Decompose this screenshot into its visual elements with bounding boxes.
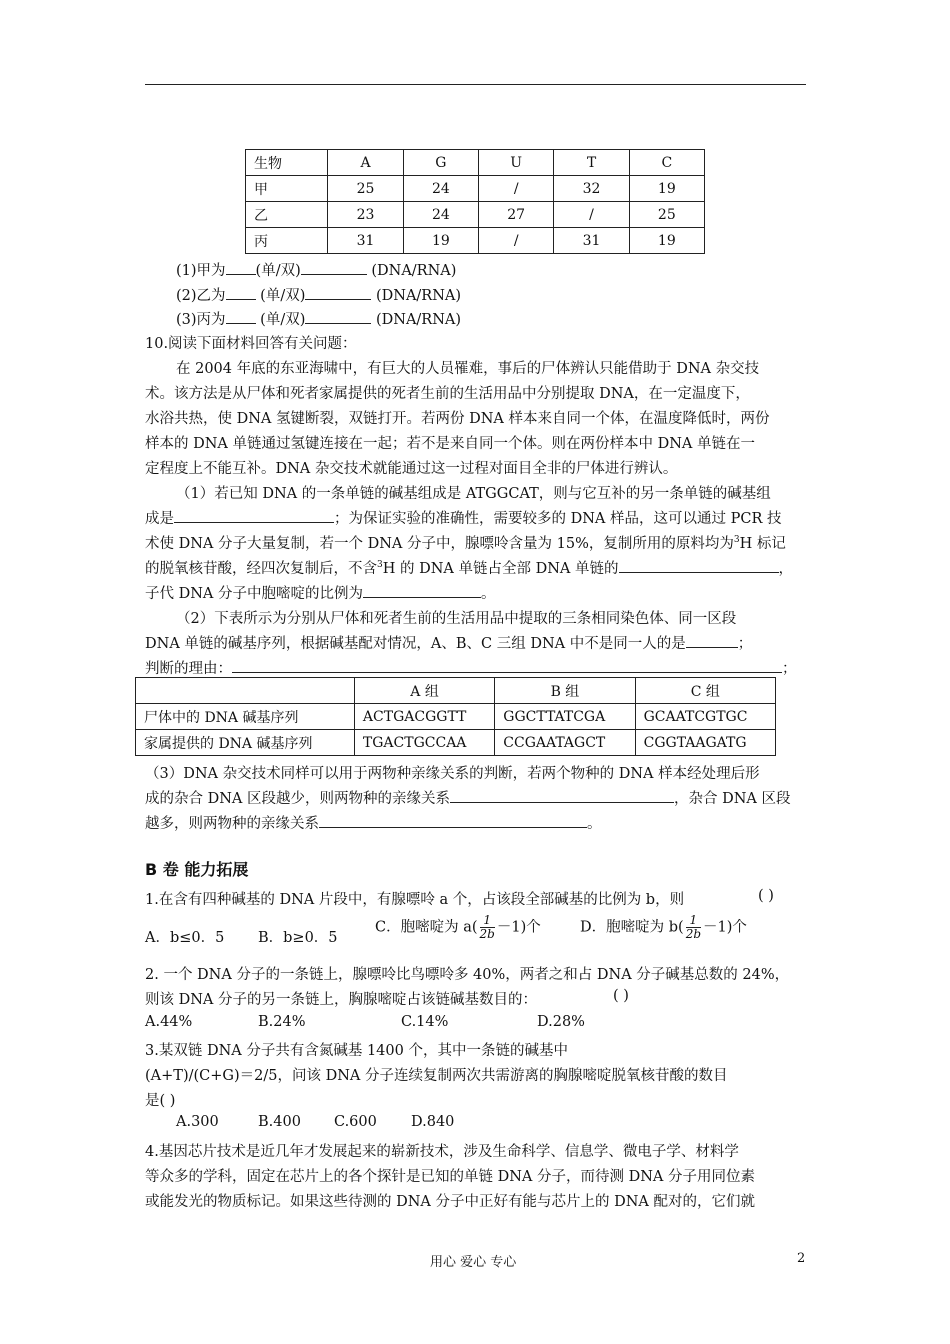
table-cell: GCAATCGTGC <box>635 704 775 730</box>
b3-option: D.840 <box>411 1114 455 1130</box>
answer-paren: ( ) <box>758 888 774 904</box>
answer-blank[interactable] <box>619 558 779 573</box>
table-cell: 31 <box>554 228 629 254</box>
b4-line: 4.基因芯片技术是近几年才发展起来的崭新技术，涉及生命科学、信息学、微电子学、材料学 <box>145 1144 739 1160</box>
b1-stem: 1.在含有四种碱基的 DNA 片段中，有腺嘌呤 a 个，占该段全部碱基的比例为 b，则 <box>145 892 685 908</box>
b1-option-a: A．b≤0．5 <box>145 930 225 946</box>
answer-blank[interactable] <box>301 260 367 275</box>
answer-blank[interactable] <box>226 309 256 324</box>
answer-blank[interactable] <box>319 813 587 828</box>
q10-sub2-line: 判断的理由： ； <box>145 657 797 678</box>
b2-option: B.24% <box>258 1014 306 1030</box>
q10-sub2-line: DNA 单链的碱基序列，根据碱基配对情况，A、B、C 三组 DNA 中不是同一人的是 ； <box>145 632 752 653</box>
paragraph-line: 样本的 DNA 单链通过氢键连接在一起；若不是来自同一个体。则在两份样本中 DNA 单链在一 <box>145 436 756 452</box>
answer-blank[interactable] <box>363 583 481 598</box>
q10-sub3-line: 成的杂合 DNA 区段越少，则两物种的亲缘关系 ，杂合 DNA 区段 <box>145 787 791 808</box>
table-cell: 19 <box>629 176 704 202</box>
base-composition-table <box>245 149 705 254</box>
table-cell: 32 <box>554 176 629 202</box>
table-cell: 尸体中的 DNA 碱基序列 <box>136 704 355 730</box>
answer-paren: ( ) <box>613 988 629 1004</box>
table-cell: CCGAATAGCT <box>495 730 635 756</box>
paragraph-line: 在 2004 年底的东亚海啸中，有巨大的人员罹难，事后的尸体辨认只能借助于 DNA 杂交技 <box>176 361 760 377</box>
table-cell: U <box>479 150 554 176</box>
table-cell: GGCTTATCGA <box>495 704 635 730</box>
footer-motto: 用心 爱心 专心 <box>430 1255 517 1270</box>
b3-line: 是( ) <box>145 1093 176 1109</box>
q10-sub1-line: 成是 ；为保证实验的准确性，需要较多的 DNA 样品，这可以通过 PCR 技 <box>145 507 782 528</box>
table-cell: / <box>554 202 629 228</box>
fraction: $\frac{1}{2b}$ <box>685 913 702 941</box>
table-cell <box>136 678 355 704</box>
b4-line: 等众多的学科，固定在芯片上的各个探针是已知的单链 DNA 分子，而待测 DNA 分子用同位素 <box>145 1169 756 1185</box>
b3-line: 3.某双链 DNA 分子共有含氮碱基 1400 个，其中一条链的碱基中 <box>145 1043 568 1059</box>
q9-line-1: (1)甲为 (单/双) (DNA/RNA) <box>176 259 456 280</box>
header-rule <box>145 84 806 85</box>
answer-blank[interactable] <box>232 658 782 673</box>
table-row <box>246 202 705 228</box>
b3-option: B.400 <box>258 1114 301 1130</box>
table-row <box>246 228 705 254</box>
table-cell: B 组 <box>495 678 635 704</box>
table-cell: G <box>403 150 478 176</box>
table-cell: A 组 <box>354 678 494 704</box>
b1-option-c: C．胞嘧啶为 a( $\frac{1}{2b}$ －1)个 <box>375 913 541 941</box>
paragraph-line: 术。该方法是从尸体和死者家属提供的死者生前的生活用品中分别提取 DNA，在一定温度下， <box>145 386 750 402</box>
table-cell: CGGTAAGATG <box>635 730 775 756</box>
b2-option: D.28% <box>537 1014 585 1030</box>
table-cell: 甲 <box>246 176 328 202</box>
table-cell: C 组 <box>635 678 775 704</box>
table-cell: 27 <box>479 202 554 228</box>
b2-option: C.14% <box>401 1014 449 1030</box>
table-cell: 24 <box>403 176 478 202</box>
answer-blank[interactable] <box>305 309 371 324</box>
table-cell: 19 <box>403 228 478 254</box>
table-cell: 家属提供的 DNA 碱基序列 <box>136 730 355 756</box>
table-cell: 23 <box>328 202 403 228</box>
table-cell: 丙 <box>246 228 328 254</box>
table-cell: 19 <box>629 228 704 254</box>
table-cell: 24 <box>403 202 478 228</box>
b3-option: A.300 <box>176 1114 219 1130</box>
table-cell: TGACTGCCAA <box>354 730 494 756</box>
q10-sub3-line: 越多，则两物种的亲缘关系 。 <box>145 812 602 833</box>
q9-line-2: (2)乙为 (单/双) (DNA/RNA) <box>176 284 461 305</box>
table-cell: 25 <box>629 202 704 228</box>
b2-line: 2. 一个 DNA 分子的一条链上，腺嘌呤比鸟嘌呤多 40%，两者之和占 DNA 分子碱基总数的 24%， <box>145 967 790 983</box>
answer-blank[interactable] <box>226 285 256 300</box>
b2-option: A.44% <box>145 1014 193 1030</box>
b3-line: (A+T)/(C+G)＝2/5，问该 DNA 分子连续复制两次共需游离的胸腺嘧啶脱氧核苷酸的数目 <box>145 1068 728 1084</box>
table-row <box>136 730 776 756</box>
b1-option-b: B．b≥0．5 <box>258 930 338 946</box>
paragraph-line: 定程度上不能互补。DNA 杂交技术就能通过这一过程对面目全非的尸体进行辨认。 <box>145 461 678 477</box>
table-cell: / <box>479 228 554 254</box>
table-cell: / <box>479 176 554 202</box>
q10-sub1-line: 子代 DNA 分子中胞嘧啶的比例为 。 <box>145 582 496 603</box>
table-cell: 31 <box>328 228 403 254</box>
q10-sub1-line: 术使 DNA 分子大量复制，若一个 DNA 分子中，腺嘌呤含量为 15%，复制所用的原料均为$^3$H 标记 <box>145 535 786 552</box>
table-cell: 生物 <box>246 150 328 176</box>
table-header-row <box>136 678 776 704</box>
q10-sub2-line: （2）下表所示为分别从尸体和死者生前的生活用品中提取的三条相同染色体、同一区段 <box>176 611 737 627</box>
answer-blank[interactable] <box>226 260 256 275</box>
table-cell: ACTGACGGTT <box>354 704 494 730</box>
dna-sequence-table <box>135 677 776 756</box>
answer-blank[interactable] <box>305 285 371 300</box>
table-header-row <box>246 150 705 176</box>
q10-sub1-line: （1）若已知 DNA 的一条单链的碱基组成是 ATGGCAT，则与它互补的另一条单链的碱基组 <box>176 486 771 502</box>
b2-line: 则该 DNA 分子的另一条链上，胸腺嘧啶占该链碱基数目的： <box>145 992 538 1008</box>
page-number: 2 <box>797 1251 806 1266</box>
q9-line-3: (3)丙为 (单/双) (DNA/RNA) <box>176 308 461 329</box>
q10-sub1-line: 的脱氧核苷酸，经四次复制后，不含$^3$H 的 DNA 单链占全部 DNA 单链的 ， <box>145 557 793 578</box>
table-row <box>136 704 776 730</box>
answer-blank[interactable] <box>686 633 738 648</box>
b3-option: C.600 <box>334 1114 377 1130</box>
b1-option-d: D．胞嘧啶为 b( $\frac{1}{2b}$ －1)个 <box>580 913 747 941</box>
table-cell: C <box>629 150 704 176</box>
answer-blank[interactable] <box>174 508 334 523</box>
answer-blank[interactable] <box>450 788 674 803</box>
paragraph-line: 水浴共热，使 DNA 氢键断裂，双链打开。若两份 DNA 样本来自同一个体，在温度降低时，两份 <box>145 411 770 427</box>
table-cell: T <box>554 150 629 176</box>
q10-sub3-line: （3）DNA 杂交技术同样可以用于两物种亲缘关系的判断，若两个物种的 DNA 样本经处理后形 <box>145 766 760 782</box>
table-cell: 25 <box>328 176 403 202</box>
table-cell: 乙 <box>246 202 328 228</box>
section-b-title: B 卷 能力拓展 <box>145 860 249 879</box>
fraction: $\frac{1}{2b}$ <box>479 913 495 941</box>
q10-title: 10.阅读下面材料回答有关问题： <box>145 336 357 352</box>
b4-line: 或能发光的物质标记。如果这些待测的 DNA 分子中正好有能与芯片上的 DNA 配对的，它们就 <box>145 1194 756 1210</box>
table-cell: A <box>328 150 403 176</box>
table-row <box>246 176 705 202</box>
